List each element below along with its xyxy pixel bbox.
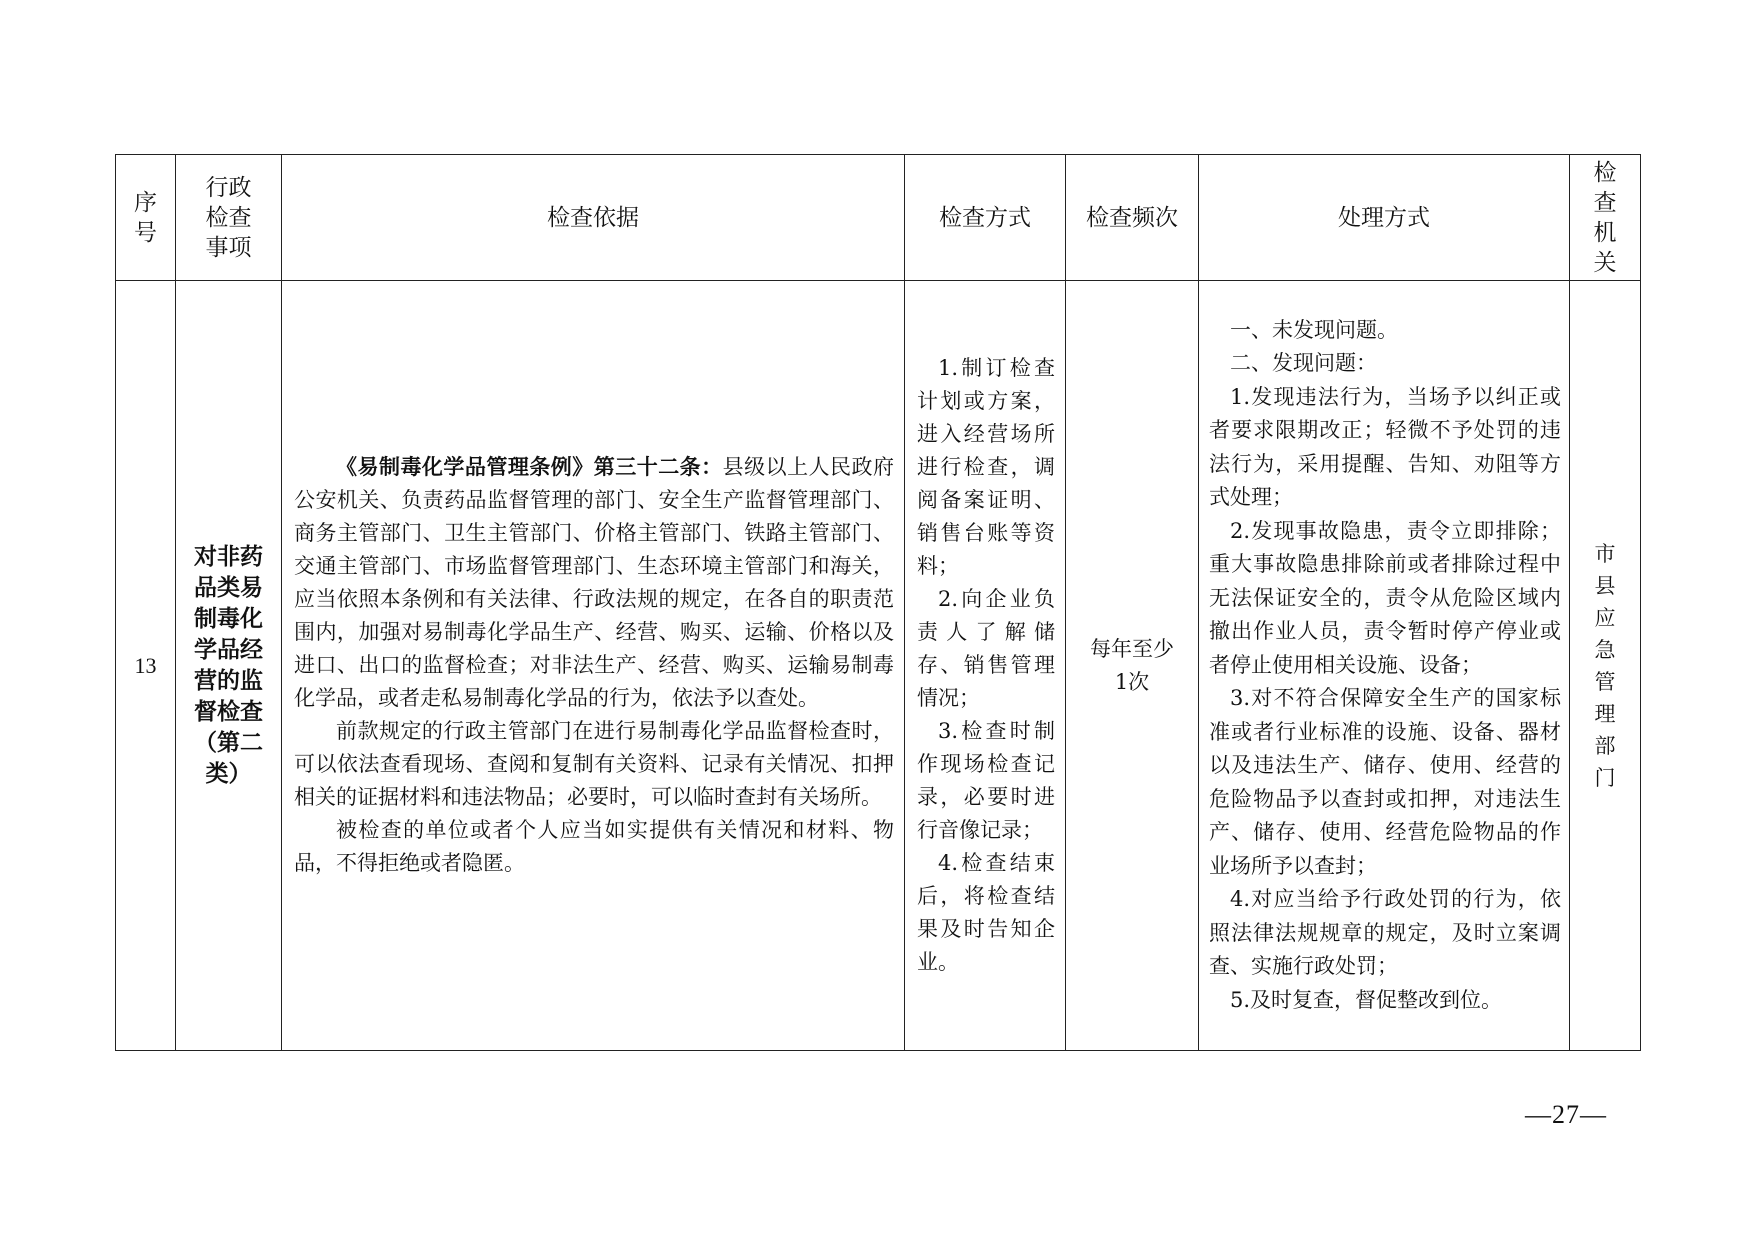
item-line: 制毒化 bbox=[194, 605, 263, 632]
method-step: 1.制订检查计划或方案，进入经营场所进行检查，调阅备案证明、销售台账等资料； bbox=[917, 356, 1055, 578]
item-line: 品类易 bbox=[194, 574, 263, 601]
header-item bbox=[176, 155, 282, 281]
header-frequency: 检查频次 bbox=[1066, 155, 1199, 281]
row-seq: 13 bbox=[116, 281, 176, 1051]
header-basis: 检查依据 bbox=[282, 155, 905, 281]
item-line: 对非药 bbox=[194, 543, 263, 570]
method-step: 2.向企业负责人了解储存、销售管理情况； bbox=[917, 587, 1055, 710]
header-item-line: 事项 bbox=[205, 234, 252, 261]
header-item-line: 检查 bbox=[205, 204, 252, 231]
page-number: —27— bbox=[1525, 1100, 1607, 1129]
agency-char: 县 bbox=[1594, 573, 1616, 598]
article-title: 《易制毒化学品管理条例》第三十二条： bbox=[336, 455, 723, 479]
agency-char: 市 bbox=[1594, 541, 1616, 566]
basis-text: 县级以上人民政府公安机关、负责药品监督管理的部门、安全生产监督管理部门、商务主管部门、卫生主管部门、价格主管部门、铁路主管部门、交通主管部门、市场监督管理部门、生态环境主管部门和海关，应当依照本条例和有关法律、行政法规的规定，在各自的职责范围内，加强对易制毒化学品生产、经营、购买、运输、价格以及进口、出口的监督检查；对非法生产、经营、购买、运输易制毒化学品，或者走私易制毒化学品的行为，依法予以查处。 bbox=[294, 455, 894, 710]
row-basis bbox=[282, 281, 905, 1051]
row-agency bbox=[1570, 281, 1641, 1051]
item-line: 类） bbox=[205, 760, 252, 787]
handling-line: 二、发现问题： bbox=[1230, 351, 1377, 376]
basis-paragraph-3: 被检查的单位或者个人应当如实提供有关情况和材料、物品，不得拒绝或者隐匿。 bbox=[294, 818, 894, 875]
method-step: 4.检查结束后，将检查结果及时告知企业。 bbox=[917, 851, 1055, 974]
item-line: 营的监 bbox=[194, 667, 263, 694]
handling-line: 一、未发现问题。 bbox=[1230, 317, 1398, 342]
handling-line: 4.对应当给予行政处罚的行为，依照法律法规规章的规定，及时立案调查、实施行政处罚； bbox=[1209, 887, 1561, 979]
header-handling: 处理方式 bbox=[1199, 155, 1570, 281]
header-agency-char: 检 bbox=[1593, 159, 1617, 186]
handling-line: 5.及时复查，督促整改到位。 bbox=[1230, 987, 1503, 1012]
agency-char: 部 bbox=[1594, 733, 1616, 758]
header-seq bbox=[116, 155, 176, 281]
agency-char: 理 bbox=[1594, 701, 1616, 726]
header-item-line: 行政 bbox=[205, 174, 252, 201]
handling-line: 2.发现事故隐患，责令立即排除；重大事故隐患排除前或者排除过程中无法保证安全的，责令从危险区域内撤出作业人员，责令暂时停产停业或者停止使用相关设施、设备； bbox=[1209, 518, 1561, 677]
handling-line: 3.对不符合保障安全生产的国家标准或者行业标准的设施、设备、器材以及违法生产、储存、使用、经营的危险物品予以查封或扣押，对违法生产、储存、使用、经营危险物品的作业场所予以查封； bbox=[1209, 686, 1561, 878]
header-agency-char: 关 bbox=[1593, 249, 1617, 276]
header-agency bbox=[1570, 155, 1641, 281]
agency-char: 应 bbox=[1594, 605, 1616, 630]
item-line: （第二 bbox=[194, 729, 263, 756]
header-seq-char: 序 bbox=[134, 189, 157, 216]
inspection-table bbox=[115, 154, 1641, 1051]
agency-char: 急 bbox=[1594, 637, 1616, 662]
agency-char: 门 bbox=[1594, 765, 1616, 790]
row-frequency bbox=[1066, 281, 1199, 1051]
frequency-line: 每年至少 bbox=[1090, 636, 1174, 661]
handling-line: 1.发现违法行为，当场予以纠正或者要求限期改正；轻微不予处罚的违法行为，采用提醒、告知、劝阻等方式处理； bbox=[1209, 384, 1561, 510]
row-handling bbox=[1199, 281, 1570, 1051]
header-agency-char: 机 bbox=[1593, 219, 1617, 246]
row-method bbox=[905, 281, 1066, 1051]
item-line: 督检查 bbox=[194, 698, 263, 725]
header-agency-char: 查 bbox=[1593, 189, 1617, 216]
header-seq-char: 号 bbox=[134, 219, 157, 246]
header-method: 检查方式 bbox=[905, 155, 1066, 281]
row-item bbox=[176, 281, 282, 1051]
header-row bbox=[116, 155, 1641, 281]
table-row bbox=[116, 281, 1641, 1051]
agency-char: 管 bbox=[1594, 669, 1616, 694]
basis-paragraph-1 bbox=[294, 451, 894, 715]
basis-paragraph-2: 前款规定的行政主管部门在进行易制毒化学品监督检查时，可以依法查看现场、查阅和复制有关资料、记录有关情况、扣押相关的证据材料和违法物品；必要时，可以临时查封有关场所。 bbox=[294, 719, 894, 809]
item-line: 学品经 bbox=[194, 636, 263, 663]
method-step: 3.检查时制作现场检查记录，必要时进行音像记录； bbox=[917, 719, 1055, 842]
frequency-line: 1次 bbox=[1114, 669, 1150, 694]
